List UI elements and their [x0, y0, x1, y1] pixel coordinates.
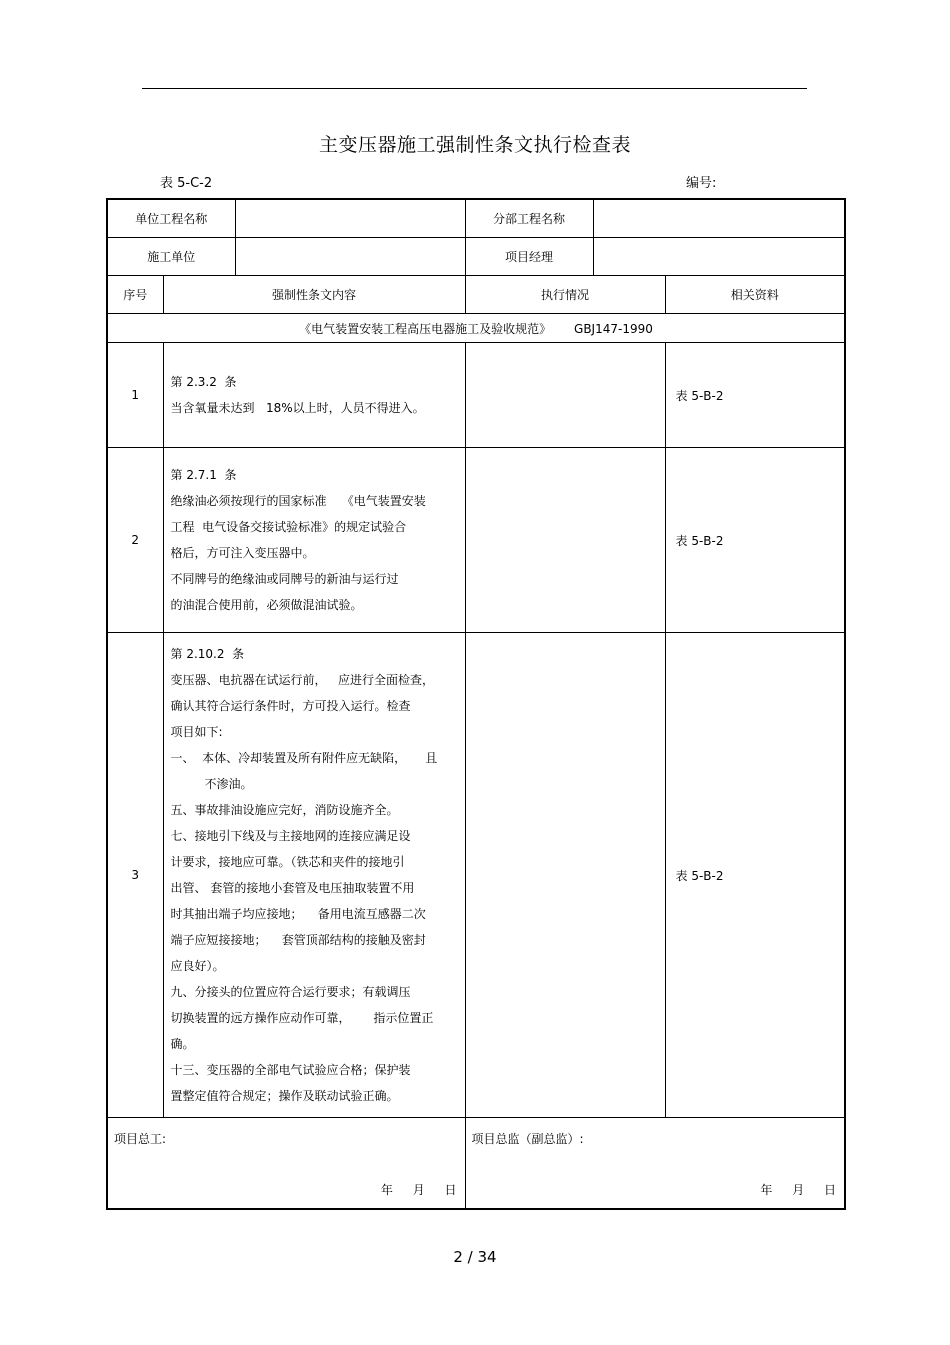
clause-line: 绝缘油必须按现行的国家标准 《电气装置安装 [170, 494, 426, 508]
clause-line: 置整定值符合规定；操作及联动试验正确。 [170, 1089, 399, 1103]
clause-line: 端子应短接接地； 套管顶部结构的接触及密封 [170, 933, 426, 947]
clause-line: 第 2.7.1 条 [170, 468, 237, 482]
project-manager-label: 项目经理 [465, 238, 593, 276]
chief-engineer-label: 项目总工: [114, 1132, 167, 1146]
sub-project-value[interactable] [593, 199, 845, 238]
col-status-header: 执行情况 [465, 276, 665, 314]
unit-project-label: 单位工程名称 [107, 199, 235, 238]
clause-line: 计要求，接地应可靠。（铁芯和夹件的接地引 [170, 855, 405, 869]
row-number: 2 [107, 448, 163, 633]
clause-line: 不同牌号的绝缘油或同牌号的新油与运行过 [170, 572, 399, 586]
construction-unit-label: 施工单位 [107, 238, 235, 276]
signature-date: 年 月 日 [760, 1183, 837, 1197]
execution-status-cell[interactable] [465, 448, 665, 633]
table-row [107, 343, 845, 448]
chief-engineer-signature[interactable] [107, 1118, 465, 1210]
table-number: 表 5-C-2 [160, 176, 213, 191]
inspection-table [106, 198, 846, 1210]
row-number: 1 [107, 343, 163, 448]
clause-content [163, 343, 465, 448]
supervisor-signature[interactable] [465, 1118, 845, 1210]
row-number: 3 [107, 633, 163, 1118]
col-no-header: 序号 [107, 276, 163, 314]
clause-line: 时其抽出端子均应接地； 备用电流互感器二次 [170, 907, 426, 921]
clause-line: 应良好）。 [170, 959, 225, 973]
clause-line: 出管、 套管的接地小套管及电压抽取装置不用 [170, 881, 415, 895]
clause-content [163, 448, 465, 633]
clause-line: 第 2.3.2 条 [170, 375, 237, 389]
clause-line: 当含氧量未达到 18%以上时，人员不得进入。 [170, 401, 425, 415]
col-content-header: 强制性条文内容 [163, 276, 465, 314]
col-reference-header: 相关资料 [665, 276, 845, 314]
clause-line: 九、分接头的位置应符合运行要求；有载调压 [170, 985, 411, 999]
clause-line: 确认其符合运行条件时，方可投入运行。检查 [170, 699, 411, 713]
supervisor-label: 项目总监（副总监）: [471, 1132, 584, 1146]
clause-line: 一、 本体、冷却装置及所有附件应无缺陷， 且 [170, 751, 438, 765]
clause-line: 五、事故排油设施应完好，消防设施齐全。 [170, 803, 399, 817]
header-row-construction [107, 238, 845, 276]
clause-line: 确。 [170, 1037, 195, 1051]
column-header-row [107, 276, 845, 314]
clause-line: 七、接地引下线及与主接地网的连接应满足设 [170, 829, 411, 843]
table-row [107, 633, 845, 1118]
signature-date: 年 月 日 [380, 1183, 457, 1197]
page-number: 2 / 34 [453, 1248, 497, 1266]
serial-number-label: 编号: [686, 176, 717, 191]
unit-project-value[interactable] [235, 199, 465, 238]
clause-line: 工程 电气设备交接试验标准》的规定试验合 [170, 520, 407, 534]
execution-status-cell[interactable] [465, 343, 665, 448]
sub-project-label: 分部工程名称 [465, 199, 593, 238]
standard-row [107, 314, 845, 343]
clause-content [163, 633, 465, 1118]
clause-line: 项目如下: [170, 725, 223, 739]
reference-cell: 表 5-B-2 [665, 448, 845, 633]
clause-line: 的油混合使用前，必须做混油试验。 [170, 598, 363, 612]
clause-line: 第 2.10.2 条 [170, 647, 245, 661]
construction-unit-value[interactable] [235, 238, 465, 276]
reference-cell: 表 5-B-2 [665, 633, 845, 1118]
execution-status-cell[interactable] [465, 633, 665, 1118]
reference-cell: 表 5-B-2 [665, 343, 845, 448]
standard-title: 《电气装置安装工程高压电器施工及验收规范》 GBJ147-1990 [107, 314, 845, 343]
signature-row [107, 1118, 845, 1210]
top-rule [142, 88, 807, 89]
clause-line: 格后，方可注入变压器中。 [170, 546, 315, 560]
header-row-unit [107, 199, 845, 238]
project-manager-value[interactable] [593, 238, 845, 276]
clause-line: 十三、变压器的全部电气试验应合格；保护装 [170, 1063, 411, 1077]
document-title: 主变压器施工强制性条文执行检查表 [318, 134, 631, 156]
clause-line: 切换装置的远方操作应动作可靠， 指示位置正 [170, 1011, 434, 1025]
table-row [107, 448, 845, 633]
clause-line: 不渗油。 [204, 777, 253, 791]
clause-line: 变压器、电抗器在试运行前， 应进行全面检查， [170, 673, 434, 687]
